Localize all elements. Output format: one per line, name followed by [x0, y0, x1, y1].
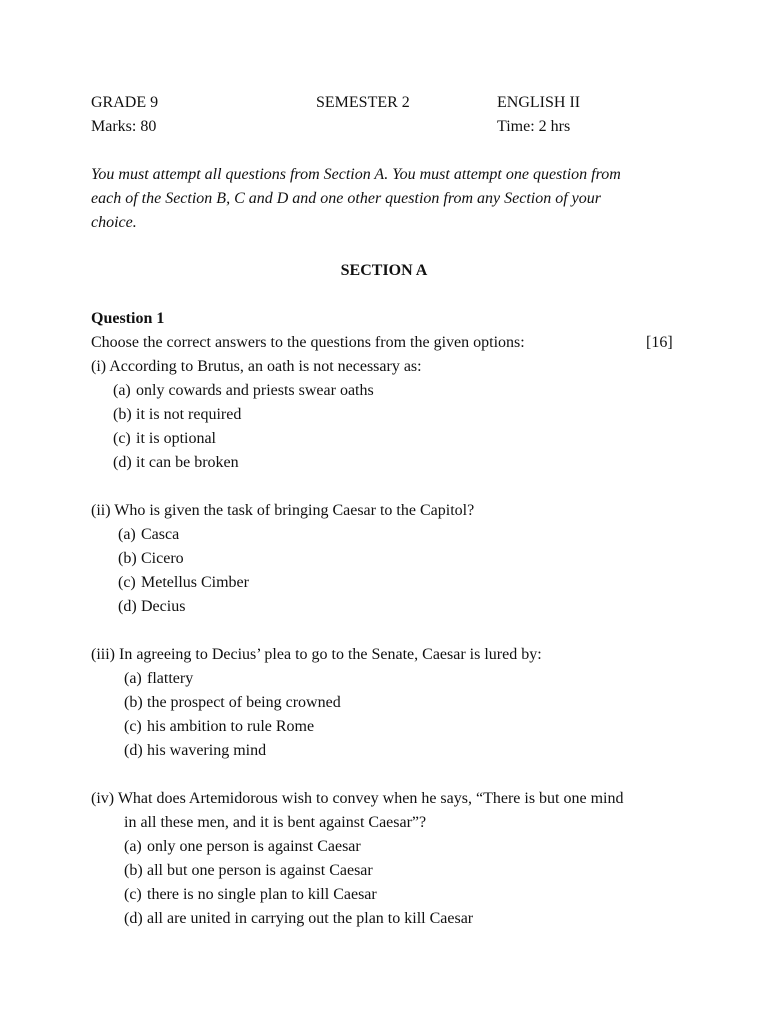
- item-stem: (ii) Who is given the task of bringing Caesar to the Capitol?: [91, 502, 475, 519]
- option-letter: (b): [124, 862, 143, 879]
- option-letter: (c): [124, 886, 142, 903]
- option-row: [124, 863, 373, 879]
- semester-label: SEMESTER 2: [316, 94, 410, 111]
- option-text: the prospect of being crowned: [147, 694, 341, 711]
- option-text: Metellus Cimber: [141, 574, 249, 591]
- option-text: Casca: [141, 526, 180, 543]
- option-text: there is no single plan to kill Caesar: [147, 886, 377, 903]
- option-letter: (b): [118, 550, 137, 567]
- option-letter: (d): [118, 598, 137, 615]
- time-label: Time: 2 hrs: [497, 118, 571, 135]
- option-text: Cicero: [141, 550, 184, 567]
- option-text: all are united in carrying out the plan to kill Caesar: [147, 910, 474, 927]
- option-letter: (a): [124, 838, 142, 855]
- option-row: [124, 887, 377, 903]
- option-text: it can be broken: [136, 454, 239, 471]
- option-letter: (b): [124, 694, 143, 711]
- option-text: only cowards and priests swear oaths: [136, 382, 374, 399]
- option-text: all but one person is against Caesar: [147, 862, 373, 879]
- option-row: [118, 527, 179, 543]
- option-letter: (a): [124, 670, 142, 687]
- option-row: [118, 575, 249, 591]
- option-text: only one person is against Caesar: [147, 838, 361, 855]
- marks-label: Marks: 80: [91, 118, 157, 135]
- question-prompt: Choose the correct answers to the questions from the given options:: [91, 334, 525, 351]
- option-row: [124, 743, 266, 759]
- option-row: [113, 455, 239, 471]
- instructions-line-1: You must attempt all questions from Section A. You must attempt one question from: [91, 166, 621, 183]
- option-row: [113, 431, 216, 447]
- option-row: [113, 407, 241, 423]
- question-marks: [16]: [646, 334, 673, 351]
- section-title: SECTION A: [340, 262, 428, 279]
- option-row: [118, 551, 184, 567]
- option-text: his ambition to rule Rome: [147, 718, 315, 735]
- grade-label: GRADE 9: [91, 94, 159, 111]
- item-stem: (iii) In agreeing to Decius’ plea to go to the Senate, Caesar is lured by:: [91, 646, 542, 663]
- option-text: it is not required: [136, 406, 242, 423]
- question-title: Question 1: [91, 310, 165, 327]
- option-text: his wavering mind: [147, 742, 267, 759]
- item-stem: (iv) What does Artemidorous wish to convey when he says, “There is but one mind: [91, 790, 624, 807]
- instructions-line-3: choice.: [91, 214, 137, 231]
- option-row: [113, 383, 374, 399]
- option-letter: (a): [113, 382, 131, 399]
- option-letter: (d): [113, 454, 132, 471]
- option-row: [118, 599, 185, 615]
- item-stem: (i) According to Brutus, an oath is not necessary as:: [91, 358, 422, 375]
- option-row: [124, 719, 314, 735]
- subject-label: ENGLISH II: [497, 94, 581, 111]
- option-letter: (d): [124, 742, 143, 759]
- instructions-line-2: each of the Section B, C and D and one other question from any Section of your: [91, 190, 601, 207]
- option-letter: (b): [113, 406, 132, 423]
- option-text: it is optional: [136, 430, 216, 447]
- option-row: [124, 839, 361, 855]
- option-row: [124, 695, 341, 711]
- option-letter: (c): [113, 430, 131, 447]
- option-text: Decius: [141, 598, 186, 615]
- option-letter: (a): [118, 526, 136, 543]
- item-stem-continuation: in all these men, and it is bent against Caesar”?: [124, 814, 427, 831]
- option-letter: (d): [124, 910, 143, 927]
- option-row: [124, 911, 473, 927]
- option-letter: (c): [124, 718, 142, 735]
- option-letter: (c): [118, 574, 136, 591]
- option-row: [124, 671, 193, 687]
- option-text: flattery: [147, 670, 194, 687]
